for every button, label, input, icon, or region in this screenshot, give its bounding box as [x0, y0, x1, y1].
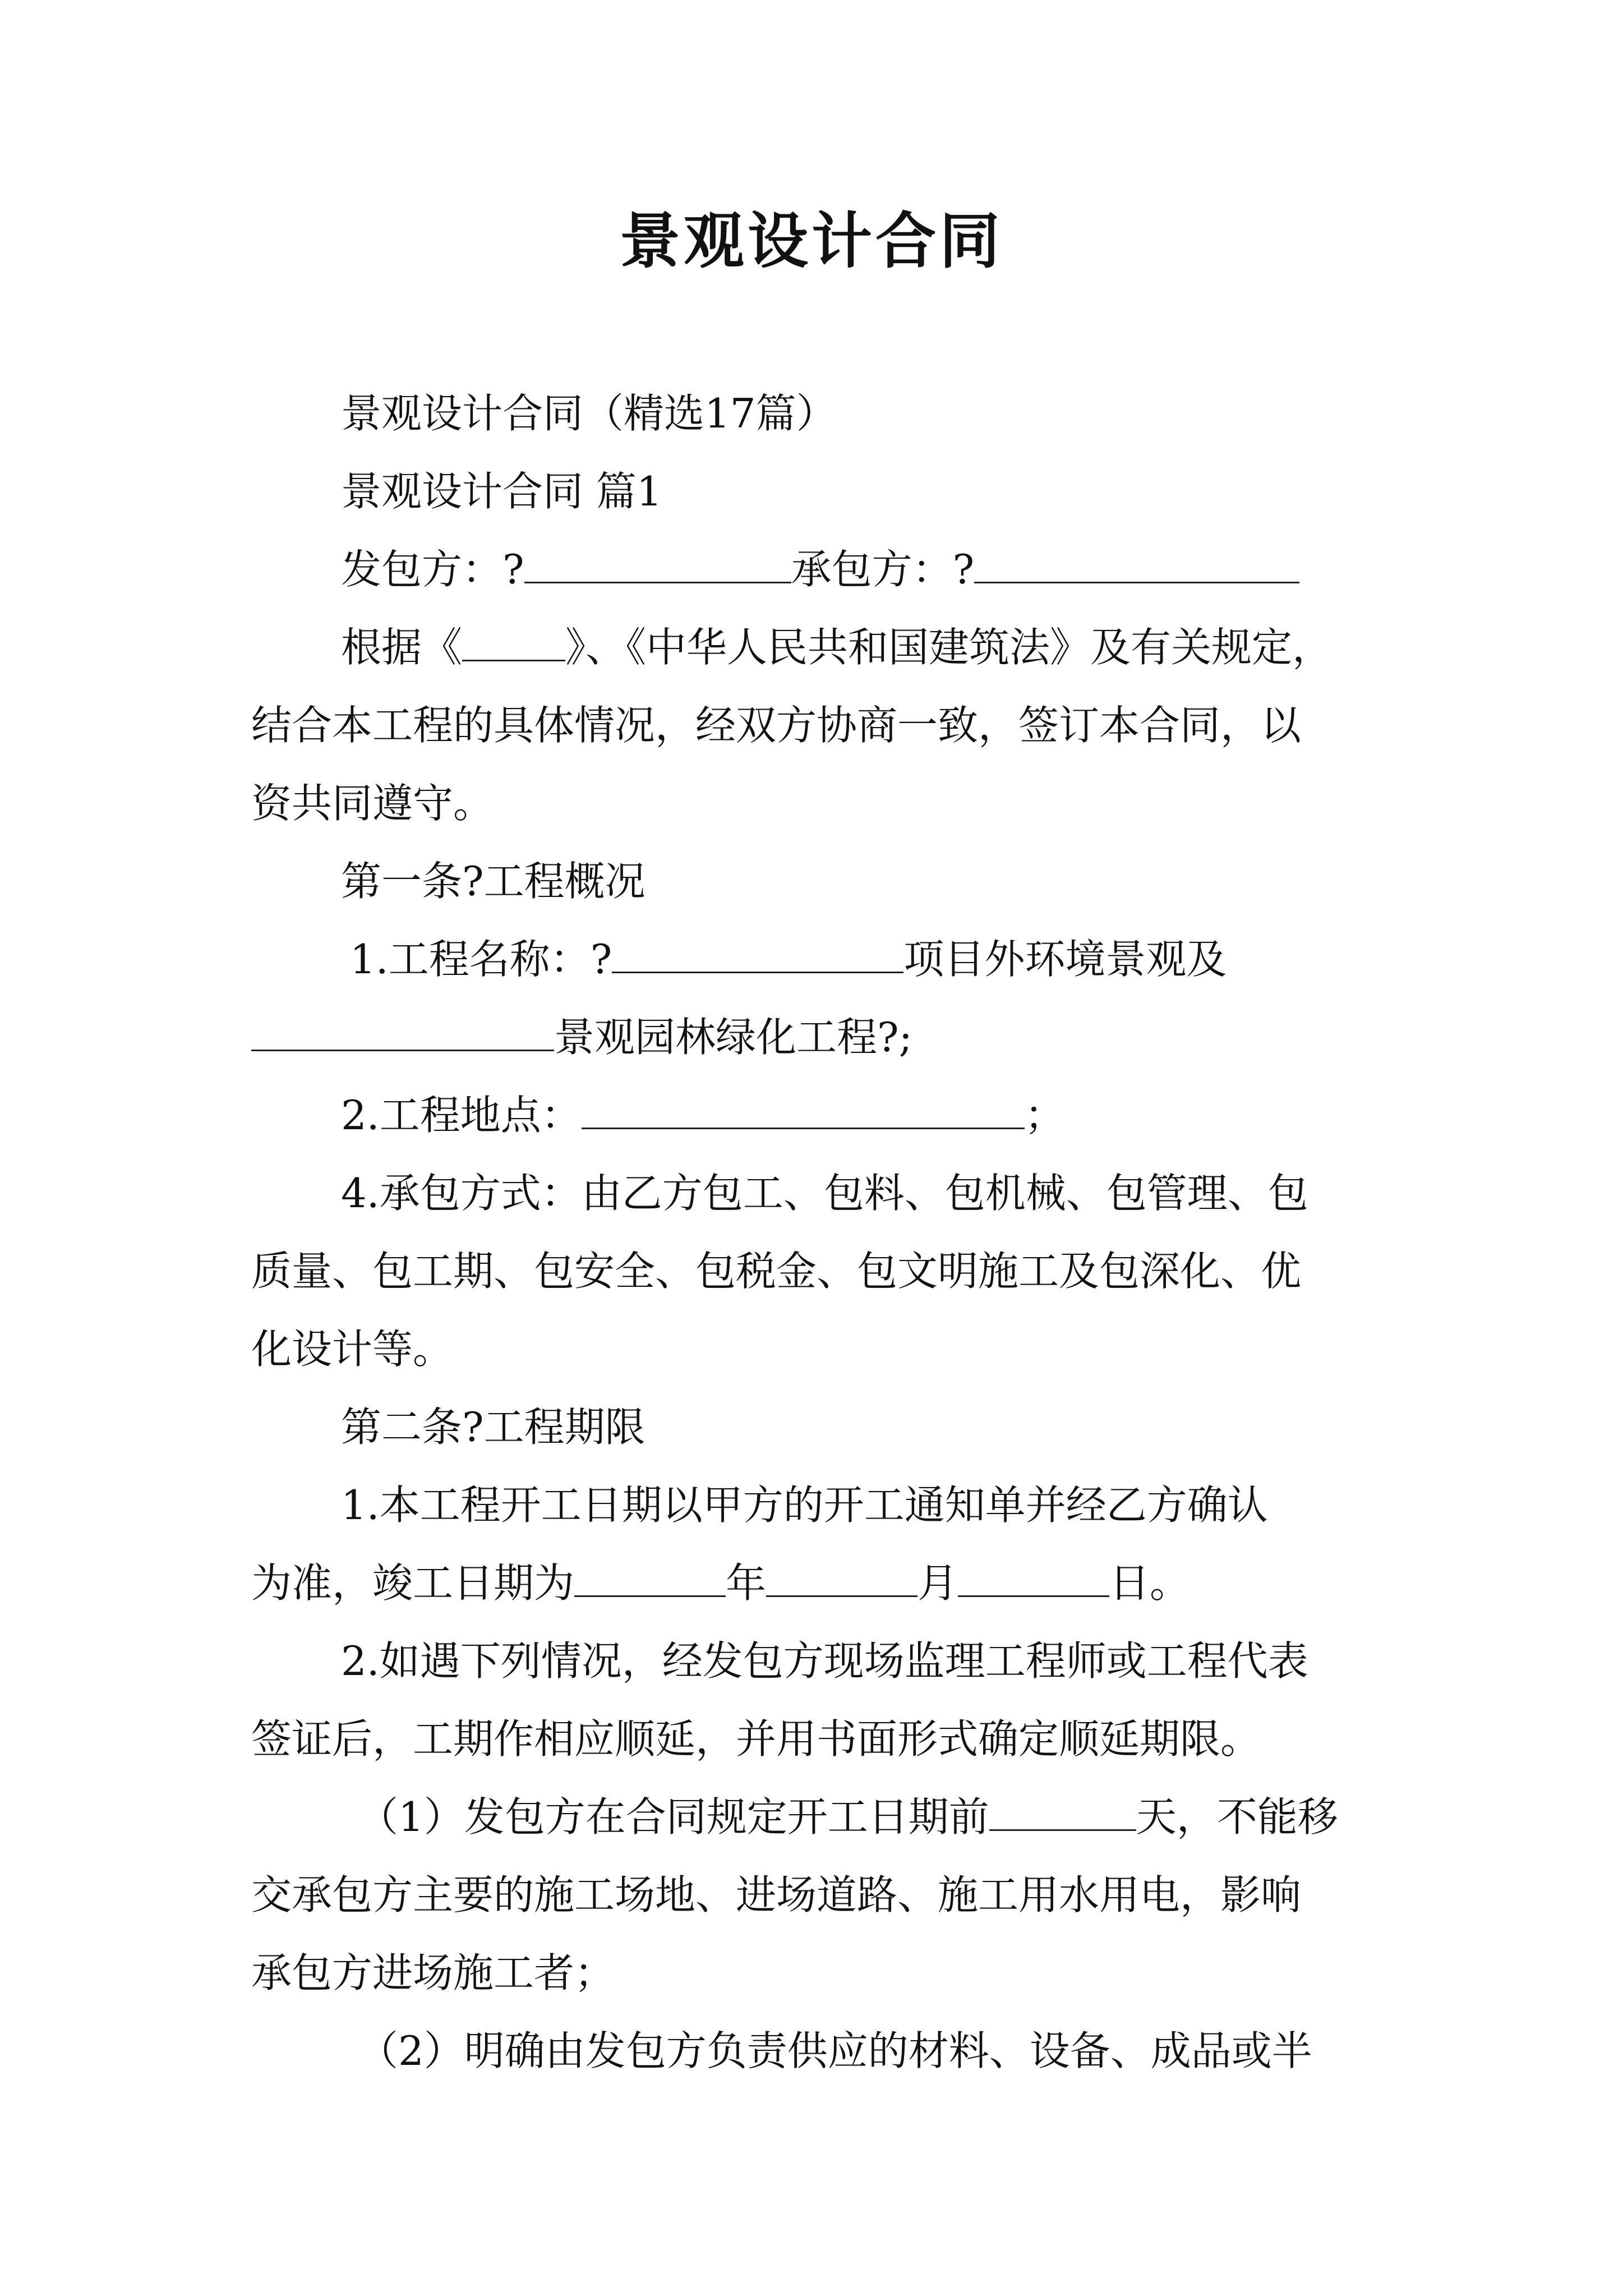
law-name-blank [462, 625, 565, 661]
item-text: 项目外环境景观及 [903, 936, 1227, 983]
item-text: 为准，竣工日期为 [251, 1559, 575, 1607]
article-1-heading: 第一条?工程概况 [341, 858, 645, 905]
document-title: 景观设计合同 [619, 206, 1003, 277]
article-1-item-4-line-3: 化设计等。 [251, 1326, 454, 1373]
article-2-sub-1-line-3: 承包方进场施工者； [251, 1949, 615, 1996]
article-2-item-1-line-1: 1.本工程开工日期以甲方的开工通知单并经乙方确认 [341, 1481, 1268, 1529]
article-2-item-2-line-2: 签证后，工期作相应顺延，并用书面形式确定顺延期限。 [251, 1715, 1261, 1763]
item-text: （1）发包方在合同规定开工日期前 [358, 1793, 989, 1841]
article-1-item-2 [251, 1076, 1399, 1154]
section-heading: 景观设计合同 篇1 [341, 468, 662, 515]
subtitle: 景观设计合同（精选17篇） [341, 390, 837, 437]
article-1-item-4-line-2: 质量、包工期、包安全、包税金、包文明施工及包深化、优 [251, 1248, 1302, 1295]
year-label: 年 [726, 1559, 767, 1607]
day-blank [958, 1561, 1109, 1597]
employer-blank [524, 547, 791, 583]
employer-label: 发包方：? [341, 546, 524, 593]
article-2-item-1-line-2 [251, 1544, 1399, 1622]
article-2-sub-2-line-1: （2）明确由发包方负责供应的材料、设备、成品或半 [358, 2027, 1312, 2074]
location-blank [582, 1093, 1025, 1129]
item-text: 天，不能移 [1136, 1793, 1338, 1841]
contractor-blank [974, 547, 1299, 583]
project-name-blank-2 [251, 1015, 554, 1051]
preamble-text: 根据《 [341, 624, 463, 671]
article-1-item-1 [251, 921, 1399, 999]
article-2-sub-1-line-2: 交承包方主要的施工场地、进场道路、施工用水用电，影响 [251, 1871, 1302, 1918]
contractor-label: 承包方：? [791, 546, 975, 593]
article-2-heading: 第二条?工程期限 [341, 1404, 645, 1451]
article-2-item-2-line-1: 2.如遇下列情况，经发包方现场监理工程师或工程代表 [341, 1637, 1308, 1685]
project-name-blank [612, 937, 903, 973]
year-blank [574, 1561, 726, 1597]
preamble-line-1 [251, 609, 1399, 687]
item-text: 1.工程名称：? [350, 936, 612, 983]
preamble-line-3: 资共同遵守。 [251, 780, 494, 827]
article-1-item-4-line-1: 4.承包方式：由乙方包工、包料、包机械、包管理、包 [341, 1170, 1308, 1217]
day-label: 日。 [1109, 1559, 1191, 1607]
document-body [251, 375, 1399, 2090]
item-text: 2.工程地点： [341, 1092, 582, 1139]
item-text: 景观园林绿化工程?; [554, 1014, 912, 1061]
month-blank [766, 1561, 917, 1597]
month-label: 月 [917, 1559, 958, 1607]
item-text: ； [1024, 1092, 1065, 1139]
article-1-item-1-cont [251, 999, 1399, 1076]
article-2-sub-1-line-1 [251, 1778, 1399, 1856]
preamble-line-2: 结合本工程的具体情况，经双方协商一致，签订本合同，以 [251, 702, 1302, 749]
parties-line [251, 531, 1399, 609]
days-blank [989, 1795, 1136, 1831]
preamble-text: 》、《中华人民共和国建筑法》及有关规定， [565, 624, 1333, 671]
